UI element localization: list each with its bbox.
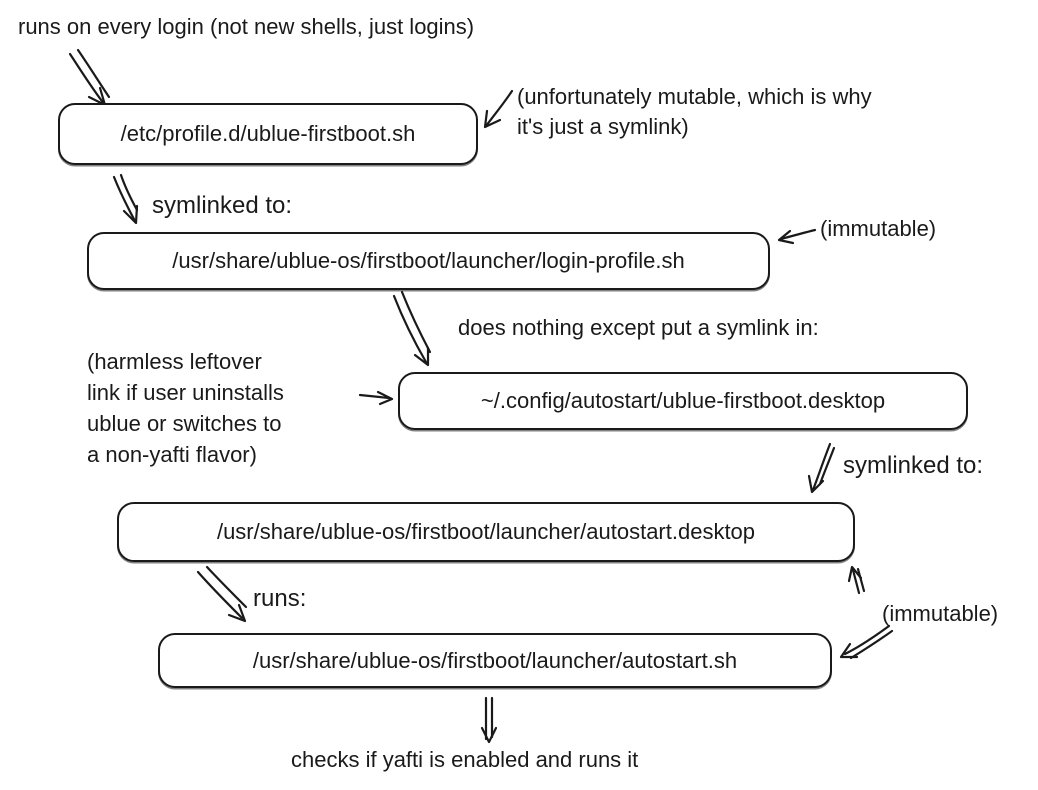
node-autostart-desktop-symlink	[398, 372, 968, 430]
node-profile-script-label: /etc/profile.d/ublue-firstboot.sh	[120, 121, 416, 146]
arrow-top-note-to-profile-script	[70, 50, 109, 105]
note-runs-on-every-login: runs on every login (not new shells, just logins)	[18, 14, 475, 39]
arrow-immutable-1-to-login-profile	[779, 230, 815, 243]
note-harmless-leftover	[87, 346, 284, 470]
label-runs: runs:	[253, 585, 307, 612]
note-harmless-leftover-line-3: ublue or switches to	[87, 411, 282, 436]
label-symlinked-to-2: symlinked to:	[843, 452, 984, 479]
node-login-profile-script-label: /usr/share/ublue-os/firstboot/launcher/login-profile.sh	[172, 248, 685, 273]
node-autostart-desktop-file	[117, 502, 855, 562]
arrow-autostart-script-to-bottom-note	[482, 698, 496, 742]
note-unfortunately-mutable-line-2: it's just a symlink)	[517, 114, 689, 139]
arrow-mutable-note-to-profile-script	[485, 91, 512, 127]
arrow-autostart-desktop-to-autostart-script	[198, 567, 246, 621]
node-autostart-script-label: /usr/share/ublue-os/firstboot/launcher/autostart.sh	[252, 647, 738, 673]
arrow-autostart-symlink-to-autostart-desktop	[809, 444, 834, 492]
label-symlinked-to-1: symlinked to:	[152, 192, 293, 219]
note-immutable-1: (immutable)	[820, 216, 937, 241]
node-profile-script	[58, 103, 478, 165]
note-harmless-leftover-line-4: a non-yafti flavor)	[87, 442, 257, 467]
arrow-harmless-note-to-autostart-symlink	[360, 392, 392, 404]
note-harmless-leftover-line-2: link if user uninstalls	[87, 380, 284, 405]
node-autostart-desktop-file-label: /usr/share/ublue-os/firstboot/launcher/autostart.desktop	[216, 519, 756, 544]
note-immutable-2: (immutable)	[882, 601, 999, 626]
note-unfortunately-mutable	[517, 82, 872, 142]
note-unfortunately-mutable-line-1: (unfortunately mutable, which is why	[517, 84, 872, 109]
arrow-login-profile-to-autostart-symlink	[394, 292, 430, 365]
arrow-profile-script-to-login-profile	[114, 175, 137, 223]
node-autostart-desktop-symlink-label: ~/.config/autostart/ublue-firstboot.desktop	[480, 388, 886, 413]
arrow-immutable-2-to-autostart-script	[841, 626, 892, 658]
label-does-nothing-except: does nothing except put a symlink in:	[458, 315, 819, 340]
note-harmless-leftover-line-1: (harmless leftover	[87, 349, 262, 374]
arrow-immutable-2-to-autostart-desktop	[849, 567, 864, 593]
node-autostart-script	[158, 633, 832, 688]
note-checks-yafti: checks if yafti is enabled and runs it	[291, 747, 639, 772]
node-login-profile-script	[87, 232, 770, 290]
